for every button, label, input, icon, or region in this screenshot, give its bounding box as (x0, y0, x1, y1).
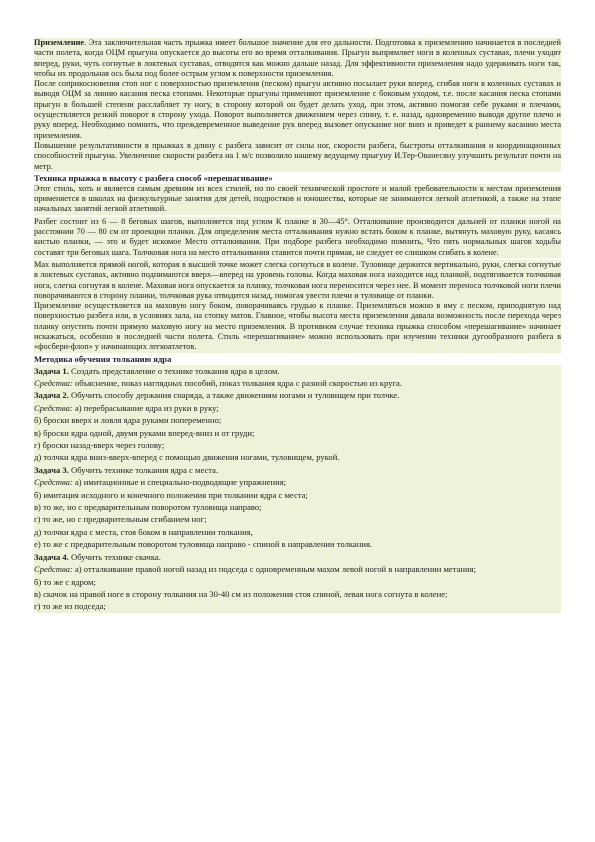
landing-paragraph-1 (34, 38, 561, 79)
task-text: а) перебрасывание ядра из руки в руку; (72, 402, 219, 413)
task-text: объяснение, показ наглядных пособий, показ толкания ядра с разной скоростью из круга. (72, 378, 402, 389)
task-line (34, 464, 561, 476)
task-text: б) то же с ядром; (34, 576, 96, 587)
task-line (34, 414, 561, 426)
task-line (34, 513, 561, 525)
task-line (34, 489, 561, 501)
task-text: д) толчки ядра вниз-вверх-вперед с помощью движения ногами, туловищем, рукой. (34, 452, 340, 463)
task-text: г) броски назад-вверх через голову; (34, 440, 165, 451)
task-text: г) то же, но с предварительным сгибанием ног; (34, 514, 207, 525)
landing-paragraph-3: Повышение результативности в прыжках в длину с разбега зависит от силы ног, скорости разбега, быстроты отталкивания и координационных способностей прыгуна. Увеличение скорости разбега на 1 м/с позволило нашему ведущему прыгуну И.Тер-Ованесяну улучшить результат почти на метр. (34, 140, 561, 171)
task-line (34, 389, 561, 401)
task-text: д) толчки ядра с места, стоя боком в направлении толкания, (34, 526, 253, 537)
task-text: Создать представление о технике толкания ядра в целом. (68, 365, 280, 376)
task-line (34, 501, 561, 513)
high-jump-paragraph-3: Мах выполняется прямой ногой, которая в высшей точке может слегка согнуться в колене. Туловище держится вертикально, руки, слегка согнутые в локтевых суставах, активно поднимаются вверх—вперед на уровень головы. Когда маховая нога находится над планкой, подтягивается толчковая нога, слегка согнутая в колене. Маховая нога опускается за планку, толчковая нога переносится через нее. В момент переноса толчковой ноги плечи поворачиваются в сторону планки, толчковая рука отводится назад, помогая увести плечи и туловище от планки. (34, 259, 561, 300)
section-heading-shot-put: Методика обучения толканию ядра (34, 353, 561, 365)
high-jump-paragraph-2: Разбег состоит из 6 — 8 беговых шагов, выполняется под углом К планке в 30—45°. Отталкивание производится дальней от планки ногой на расстоянии 70 — 80 см от проекции планки. Для определения места отталкивания нужно встать боком к планке, вытянуть маховую руку, касаясь кистью планки, — это и будет искомое Место отталкивания. При подборе разбега необходимо помнить, Что пять нормальных шагов ходьбы составят три беговых шага. Толчковая нога на место отталкивания ставится почти прямая, не следует ее слишком сгибать в колене. (34, 216, 561, 257)
means-label: Средства: (34, 564, 73, 575)
document-page (34, 38, 561, 613)
task-text: б) имитация исходного и конечного положения при толкании ядра с места; (34, 489, 308, 500)
task-line (34, 427, 561, 439)
task-text: Обучить способу держания снаряда, а также движениям ногами и туловищем при толчке. (68, 390, 400, 401)
shot-put-tasks (34, 365, 561, 613)
task-line (34, 439, 561, 451)
high-jump-section (34, 184, 561, 353)
landing-section (34, 38, 561, 172)
task-text: а) отталкивание правой ногой назад из подседа с одновременным махом левой ногой в направлении метания; (72, 564, 476, 575)
landing-text: . Эта заключительная часть прыжка имеет большое значение для его дальности. Подготовка к приземлению начинается в последней части полета, когда ОЦМ прыгуна опускается до высоты его во время отталкивания. Прыгун выпрямляет ноги в коленных суставах, плечи уходят вперед, руки, чуть согнутые в локтевых суставах, отводятся как можно дальше назад. Для эффективности приземления надо удерживать ноги так, чтобы их продольная ось была под более острым углом к поверхности приземления. (34, 38, 561, 78)
task-line (34, 377, 561, 389)
task-line (34, 551, 561, 563)
task-line (34, 588, 561, 600)
landing-term: Приземление (34, 38, 85, 47)
task-line (34, 402, 561, 414)
task-label: Задача 1. (34, 365, 69, 376)
task-line (34, 365, 561, 377)
high-jump-paragraph-1: Этот стиль, хоть и является самым древним из всех стилей, но по своей технической простоте и малой требовательности к местам приземления применяется в школах на физкультурные занятия для детей, подростков и юношества, которые не занимаются легкой атлетикой, а также на этапе начальных занятий легкой атлетикой. (34, 183, 561, 214)
task-line (34, 576, 561, 588)
task-line (34, 476, 561, 488)
task-text: в) то же, но с предварительным поворотом туловища направо; (34, 502, 262, 513)
task-text: а) имитационные и специально-подводящие упражнения; (72, 477, 287, 488)
task-line (34, 600, 561, 612)
task-label: Задача 3. (34, 464, 69, 475)
task-text: г) то же из подседа; (34, 601, 106, 612)
task-text: в) броски ядра одной, двумя руками вперед-вниз и от груди; (34, 427, 255, 438)
task-line (34, 451, 561, 463)
task-text: Обучить технике толкания ядра с места. (68, 464, 219, 475)
landing-paragraph-2: После соприкосновения стоп ног с поверхностью приземления (песком) прыгун активно посылает руки вперед, сгибая ноги в коленных суставах и выводя ОЦМ за линию касания песка стопами. Некоторые прыгуны применяют приземление с боковым уходом, т.е. после касания песка стопами прыгун в большей степени расслабляет ту ногу, в сторону которой он будет делать уход, при этом, активно помогая себе руками и плечами, осуществляется резкий поворот в сторону ухода. Поворот выполняется движением через спину, т. е. назад, одновременно выводя другое плечо и руку вперед. Необходимо помнить, что преждевременное выведение рук вперед вызовет опускание ног вниз и приведет к раннему касанию места приземления. (34, 79, 561, 140)
task-line (34, 526, 561, 538)
task-line (34, 538, 561, 550)
high-jump-paragraph-4: Приземление осуществляется на маховую ногу боком, поворачиваясь грудью к планке. Приземляться можно в яму с песком, приподнятую над поверхностью разбега или, в условиях зала, на стопку матов. Главное, чтобы высота места приземления давала возможность после перехода через планку опустить почти прямую маховую ногу на место приземления. В противном случае техника прыжка способом «перешагивание» начинает искажаться, особенно в последней части полета. Стиль «перешагивание» можно использовать при изучении техники дугообразного разбега в «фосбери-флоп» у начинающих легкоатлетов. (34, 301, 561, 352)
task-text: е) то же с предварительным поворотом туловища направо - спиной в направлении толкания. (34, 539, 373, 550)
means-label: Средства: (34, 378, 73, 389)
task-text: в) скачок на правой ноге в сторону толкания на 30-40 см из положения стоя спиной, левая нога согнута в колене; (34, 588, 448, 599)
means-label: Средства: (34, 402, 73, 413)
task-label: Задача 4. (34, 551, 69, 562)
task-text: Обучить технике скачка. (68, 551, 161, 562)
means-label: Средства: (34, 477, 73, 488)
task-line (34, 563, 561, 575)
section-heading-high-jump: Техника прыжка в высоту с разбега способ «перешагивание» (34, 172, 561, 184)
task-text: б) броски вверх и ловля ядра руками попеременно; (34, 415, 222, 426)
task-label: Задача 2. (34, 390, 69, 401)
